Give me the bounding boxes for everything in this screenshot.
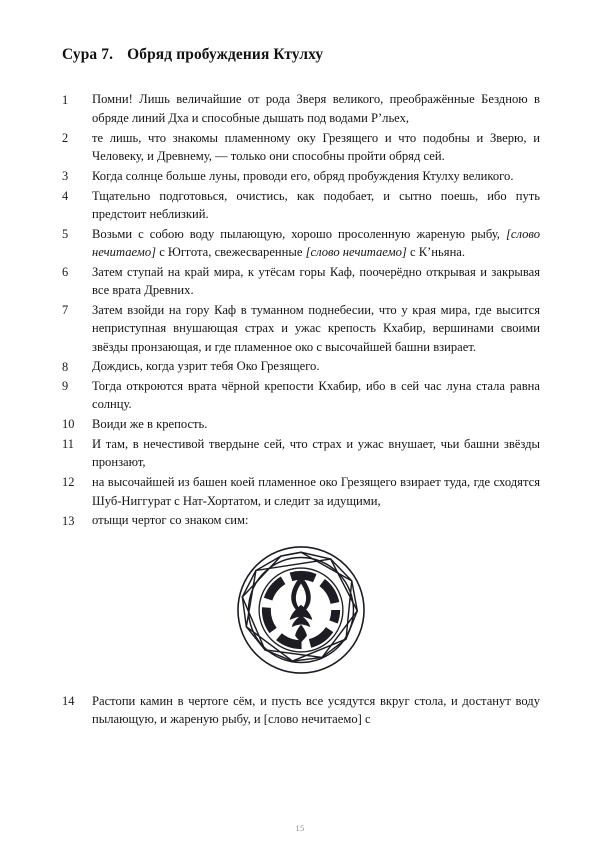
- verse-text: [92, 187, 540, 224]
- sura-label: Сура 7.: [62, 46, 114, 63]
- verse-text-illegible-marker: [слово нечитаемо]: [92, 226, 540, 259]
- verse-line: [62, 225, 540, 262]
- page-number: 15: [295, 824, 305, 833]
- verse-number: 8: [62, 359, 69, 374]
- verse-number: 1: [62, 92, 69, 107]
- verse-text: [92, 415, 540, 433]
- verse-text-fragment: Дождись, когда узрит тебя Око Грезящего.: [92, 359, 320, 374]
- verse-number: 6: [62, 264, 69, 279]
- verse-text-fragment: отыщи чертог со знаком сим:: [92, 513, 249, 528]
- verse-line: [62, 129, 540, 166]
- page-content: [62, 46, 540, 730]
- verse-text-fragment: Воиди же в крепость.: [92, 417, 208, 432]
- verse-text: [92, 357, 540, 375]
- verse-text-fragment: на высочайшей из башен коей пламенное око Грезящего взирает туда, где сходятся Шуб-Ниггурат с Нат-Хортатом, и следит за идущими,: [92, 475, 540, 508]
- verse-text-fragment: И там, в нечестивой твердыне сей, что страх и ужас внушает, чьи башни звёзды пронзают,: [92, 437, 540, 470]
- verse-text: [92, 301, 540, 356]
- verse-line: [62, 377, 540, 414]
- page-title: [62, 46, 540, 64]
- verse-number: 11: [62, 437, 74, 452]
- verse-text: [92, 435, 540, 472]
- verse-text-fragment: Растопи камин в чертоге сём, и пусть все усядутся вкруг стола, и достанут воду пылающую, и жареную рыбу, и [слово нечитаемо] с: [92, 693, 540, 726]
- verse-text-fragment: те лишь, что знакомы пламенному оку Грезящего и что подобны и Зверю, и Человеку, и Древнему, — только они способны пройти обряд сей.: [92, 130, 540, 163]
- verse-text-fragment: с К’ньяна.: [406, 244, 466, 259]
- verse-text: [92, 692, 540, 729]
- verse-number: 4: [62, 188, 69, 203]
- verse-text-fragment: с Юггота, свежесваренные: [156, 244, 306, 259]
- verse-line: [62, 692, 540, 729]
- verse-text-fragment: Когда солнце больше луны, проводи его, обряд пробуждения Ктулху великого.: [92, 168, 514, 183]
- verse-text-fragment: Затем взойди на гору Каф в туманном поднебесии, что у края мира, где высится неприступная внушающая страх и ужас крепость Кхабир, вершинами своими звёзды пронзающая, и где пламенное око с высочайшей башни взирает.: [92, 302, 540, 354]
- verse-text: [92, 90, 540, 127]
- verse-number: 10: [62, 417, 75, 432]
- verse-line: [62, 357, 540, 375]
- verse-text-fragment: Помни! Лишь величайшие от рода Зверя великого, преображённые Бездною в обряде линий Дха и способные дышать под водами Р’льех,: [92, 92, 540, 125]
- verse-text-illegible-marker: [слово нечитаемо]: [305, 244, 407, 259]
- verse-line: [62, 187, 540, 224]
- verse-number: 2: [62, 130, 69, 145]
- verse-text-fragment: Тогда откроются врата чёрной крепости Кхабир, ибо в сей час луна стала равна солнцу.: [92, 379, 540, 412]
- sigil-of-the-dreamer-eye-icon: [235, 544, 367, 676]
- verse-text: [92, 263, 540, 300]
- verse-number: 13: [62, 513, 75, 528]
- verse-line: [62, 263, 540, 300]
- verse-line: [62, 415, 540, 433]
- verse-line: [62, 511, 540, 529]
- verse-number: 7: [62, 303, 69, 318]
- verse-text: [92, 167, 540, 185]
- sura-title: Обряд пробуждения Ктулху: [127, 46, 324, 63]
- verse-line: [62, 167, 540, 185]
- verse-text-fragment: Возьми с собою воду пылающую, хорошо просоленную жареную рыбу,: [92, 226, 506, 241]
- verse-number: 14: [62, 693, 75, 708]
- verse-text: [92, 377, 540, 414]
- verse-text-fragment: Затем ступай на край мира, к утёсам горы Каф, поочерёдно открывая и закрывая все врата Древних.: [92, 264, 540, 298]
- sigil-figure: [62, 544, 540, 676]
- verse-number: 3: [62, 168, 69, 183]
- verse-text: [92, 473, 540, 510]
- verse-line: [62, 90, 540, 127]
- verse-text: [92, 225, 540, 262]
- verse-text: [92, 129, 540, 166]
- verse-line: [62, 473, 540, 510]
- verse-text: [92, 511, 540, 529]
- verse-number: 9: [62, 379, 69, 394]
- verse-list-after-sigil: [62, 692, 540, 729]
- verse-number: 5: [62, 226, 69, 241]
- verse-number: 12: [62, 475, 75, 490]
- verse-text-fragment: Тщательно подготовься, очистись, как подобает, и сытно поешь, ибо путь предстоит неблизкий.: [92, 188, 540, 221]
- verse-line: [62, 301, 540, 356]
- verse-list: [62, 90, 540, 529]
- verse-line: [62, 435, 540, 472]
